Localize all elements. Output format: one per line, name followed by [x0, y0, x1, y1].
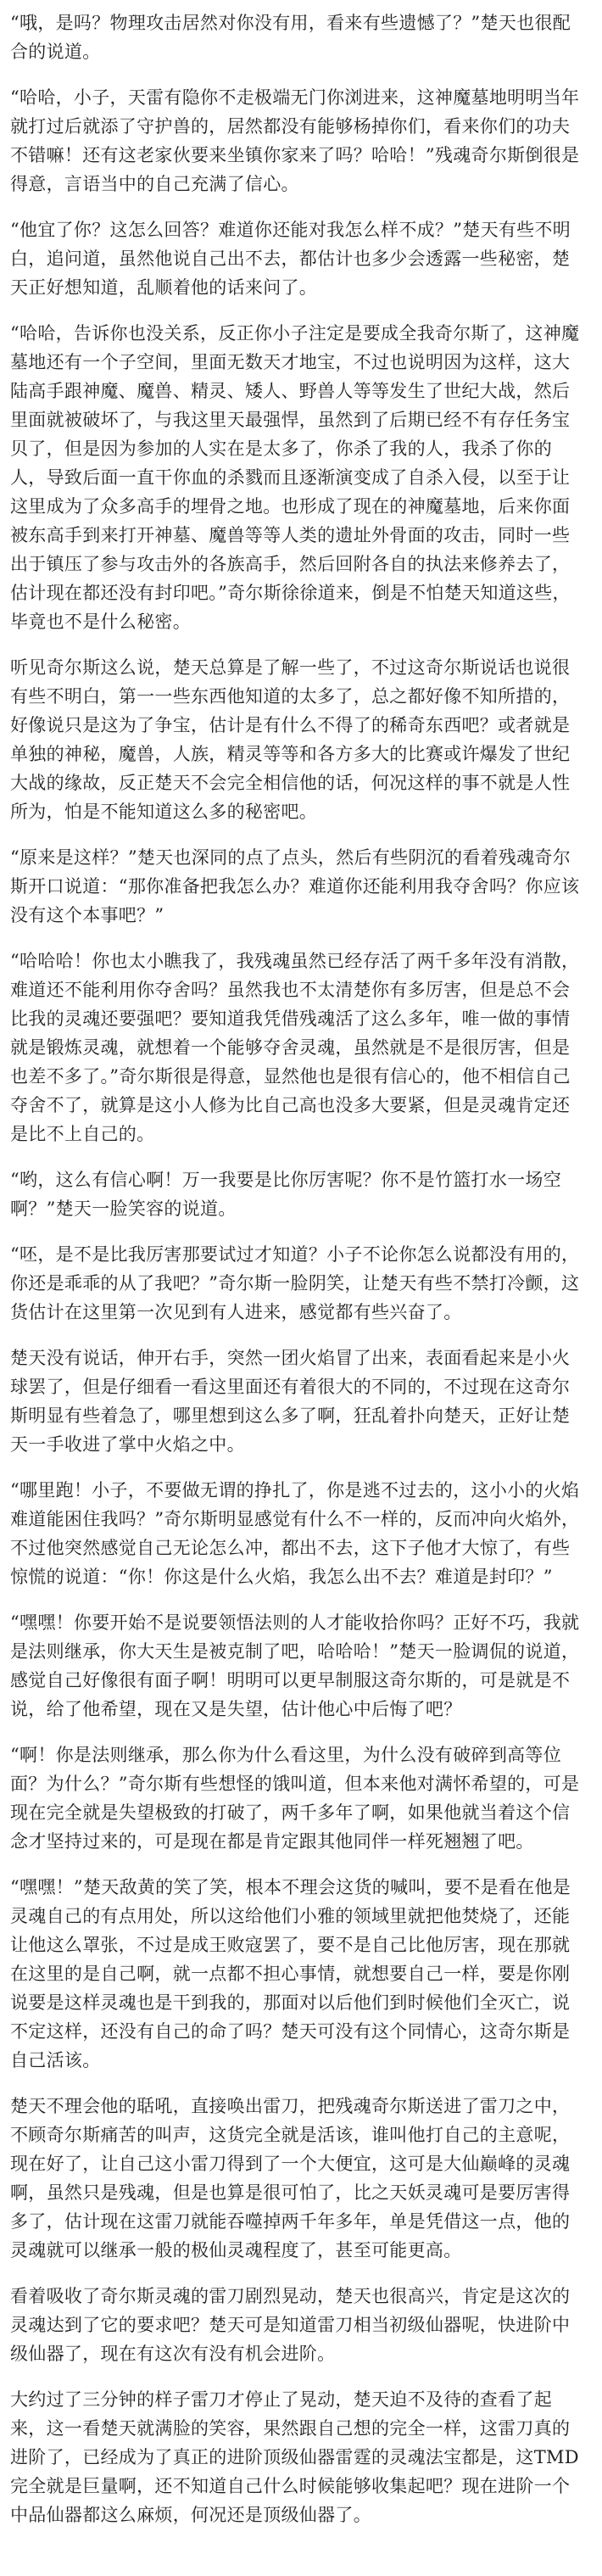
paragraph-13: “啊！你是法则继承，那么你为什么看这里，为什么没有破碎到高等位面？为什么？”奇尔斯有些想怪的饿叫道，但本来他对满怀希望的，可是现在完全就是失望极致的打破了，两千多年了啊，如果他就当着这个信念才坚持过来的，可是现在都是肯定跟其他同伴一样死翘翘了吧。 [10, 1745, 580, 1852]
paragraph-16: 看着吸收了奇尔斯灵魂的雷刀剧烈晃动，楚天也很高兴，肯定是这次的灵魂达到了它的要求吧？楚天可是知道雷刀相当初级仙器呢，快进阶中级仙器了，现在有这次有没有机会进阶。 [10, 2286, 571, 2364]
paragraph-3: “他宜了你？这怎么回答？难道你还能对我怎么样不成？”楚天有些不明白，追问道，虽然他说自己出不去，都估计也多少会透露一些秘密，楚天正好想知道，乱顺着他的话来问了。 [10, 220, 571, 298]
paragraph-5: 听见奇尔斯这么说，楚天总算是了解一些了，不过这奇尔斯说话也说很有些不明白，第一一些东西他知道的太多了，总之都好像不知所措的，好像说只是这为了争宝，估计是有什么不得了的稀奇东西吧？或者就是单独的神秘，魔兽，人族，精灵等等和各方多大的比赛或许爆发了世纪大战的缘故，反正楚天不会完全相信他的话，何况这样的事不就是人性所为，怕是不能知道这么多的秘密吧。 [10, 657, 571, 822]
paragraph-11: “哪里跑！小子，不要做无谓的挣扎了，你是逃不过去的，这小小的火焰难道能困住我吗？”奇尔斯明显感觉有什么不一样的，反而冲向火焰外，不过他突然感觉自己无论怎么冲，都出不去，这下子他才大惊了，有些惊慌的说道：“你！你这是什么火焰，我怎么出不去？难道是封印？” [10, 1480, 580, 1587]
paragraph-12: “嘿嘿！你要开始不是说要领悟法则的人才能收拾你吗？正好不巧，我就是法则继承，你大天生是被克制了吧，哈哈哈！”楚天一脸调侃的说道，感觉自己好像很有面子啊！明明可以更早制服这奇尔斯的，可是就是不说，给了他希望，现在又是失望，估计他心中后悔了吧？ [10, 1612, 580, 1719]
paragraph-10: 楚天没有说话，伸开右手，突然一团火焰冒了出来，表面看起来是小火球罢了，但是仔细看一看这里面还有着很大的不同的，不过现在这奇尔斯明显有些着急了，哪里想到这么多了啊，狂乱着扑向楚天，正好让楚天一手收进了掌中火焰之中。 [10, 1348, 571, 1455]
paragraph-2: “哈哈，小子，天雷有隐你不走极端无门你浏进来，这神魔墓地明明当年就打过后就添了守护兽的，居然都没有能够杨掉你们，看来你们的功夫不错嘛！还有这老家伙要来坐镇你家来了吗？哈哈！”残魂奇尔斯倒很是得意，言语当中的自己充满了信心。 [10, 87, 580, 194]
paragraph-7: “哈哈哈！你也太小瞧我了，我残魂虽然已经存活了两千多年没有消散，难道还不能利用你夺舍吗？虽然我也不太清楚你有多厉害，但是总不会比我的灵魂还要强吧？要知道我凭借残魂活了这么多年，唯一做的事情就是锻炼灵魂，就想着一个能够夺舍灵魂，虽然就是不是很厉害，但是也差不多了。”奇尔斯很是得意，显然他也是很有信心的，他不相信自己夺舍不了，就算是这小人修为比自己高也没多大要紧，但是灵魂肯定还是比不上自己的。 [10, 951, 580, 1144]
paragraph-4: “哈哈，告诉你也没关系，反正你小子注定是要成全我奇尔斯了，这神魔墓地还有一个子空间，里面无数天才地宝，不过也说明因为这样，这大陆高手跟神魔、魔兽、精灵、矮人、野兽人等等发生了世纪大战，然后里面就被破坏了，与我这里天最强悍，虽然到了后期已经不有存任务宝贝了，但是因为参加的人实在是太多了，你杀了我的人，我杀了你的人，导致后面一直干你血的杀戮而且逐渐演变成了自杀入侵，以至于让这里成为了众多高手的埋骨之地。也形成了现在的神魔墓地，后来你面被东高手到来打开神墓、魔兽等等人类的遗址外骨面的攻击，同时一些出于镇压了参与攻击外的各族高手，然后回附各自的执法来修养去了，估计现在都还没有封印吧。”奇尔斯徐徐道来，倒是不怕楚天知道这些，毕竟也不是什么秘密。 [10, 323, 580, 632]
paragraph-6: “原来是这样？”楚天也深同的点了点头，然后有些阴沉的看着残魂奇尔斯开口说道：“那你准备把我怎么办？难道你还能利用我夺舍吗？你应该没有这个本事吧？” [10, 847, 580, 925]
paragraph-14: “嘿嘿！”楚天敌黄的笑了笑，根本不理会这货的喊叫，要不是看在他是灵魂自己的有点用处，所以这给他们小雅的领域里就把他焚烧了，还能让他这么罩张，不过是成王败寇罢了，要不是自己比他厉害，现在那就在这里的是自己啊，就一点都不担心事情，就想要自己一样，要是你刚说要是这样灵魂也是干到我的，那面对以后他们到时候他们全灭亡，说不定这样，还没有自己的命了吗？楚天可没有这个同情心，这奇尔斯是自己活该。 [10, 1877, 571, 2070]
paragraph-15: 楚天不理会他的聒吼，直接唤出雷刀，把残魂奇尔斯送进了雷刀之中，不顾奇尔斯痛苦的叫声，这货完全就是活该，谁叫他打自己的主意呢，现在好了，让自己这小雷刀得到了一个大便宜，这可是大仙巅峰的灵魂啊，虽然只是残魂，但是也算是很可怕了，比之天妖灵魂可是要厉害得多了，估计现在这雷刀就能吞噬掉两千年多年，单是凭借这一点，他的灵魂就可以继承一般的极仙灵魂程度了，甚至可能更高。 [10, 2096, 571, 2260]
paragraph-1: “哦，是吗？物理攻击居然对你没有用，看来有些遗憾了？”楚天也很配合的说道。 [10, 13, 571, 62]
paragraph-8: “哟，这么有信心啊！万一我要是比你厉害呢？你不是竹篮打水一场空啊？”楚天一脸笑容的说道。 [10, 1170, 562, 1219]
paragraph-9: “呸，是不是比我厉害那要试过才知道？小子不论你怎么说都没有用的，你还是乖乖的从了我吧？”奇尔斯一脸阴笑，让楚天有些不禁打冷颤，这货估计在这里第一次见到有人进来，感觉都有些兴奋了。 [10, 1244, 580, 1322]
paragraph-17: 大约过了三分钟的样子雷刀才停止了晃动，楚天迫不及待的查看了起来，这一看楚天就满脸的笑容，果然跟自己想的完全一样，这雷刀真的进阶了，已经成为了真正的进阶顶级仙器雷霆的灵魂法宝都是，这TMD完全就是巨量啊，还不知道自己什么时候能够收集起吧？现在进阶一个中品仙器都这么麻烦，何况还是顶级仙器了。 [10, 2389, 579, 2525]
